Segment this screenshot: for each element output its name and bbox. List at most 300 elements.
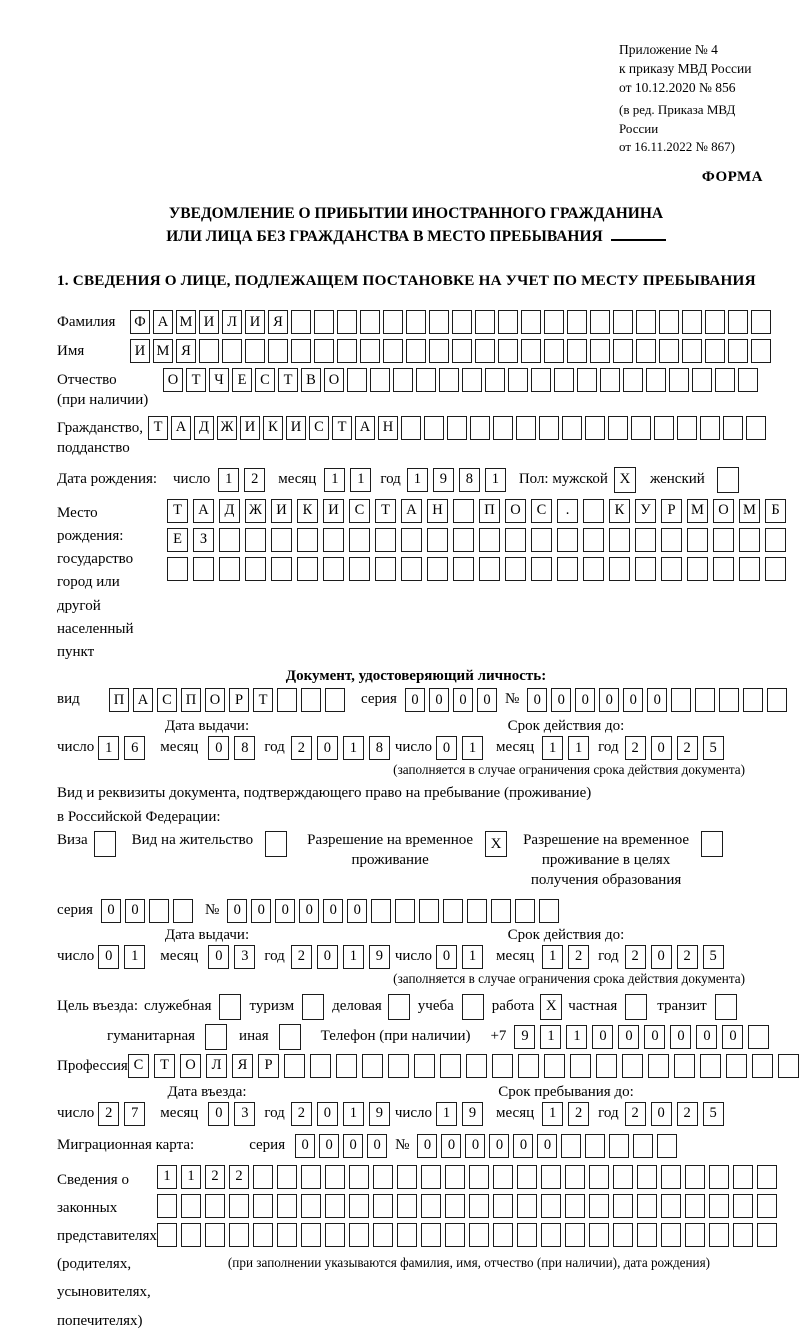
char-cell[interactable]: О: [713, 499, 734, 523]
char-cell[interactable]: 9: [369, 1102, 390, 1126]
char-cell[interactable]: [521, 339, 541, 363]
char-cell[interactable]: А: [355, 416, 375, 440]
char-cell[interactable]: [199, 339, 219, 363]
char-cell[interactable]: [462, 368, 482, 392]
char-cell[interactable]: [181, 1223, 201, 1247]
char-cell[interactable]: [685, 1223, 705, 1247]
char-cell[interactable]: [375, 557, 396, 581]
char-cell[interactable]: [713, 557, 734, 581]
char-cell[interactable]: [445, 1194, 465, 1218]
char-cell[interactable]: 0: [651, 1102, 672, 1126]
char-cell[interactable]: П: [109, 688, 129, 712]
char-cell[interactable]: [291, 310, 311, 334]
purpose-private-checkbox[interactable]: [625, 994, 647, 1020]
char-cell[interactable]: [709, 1165, 729, 1189]
char-cell[interactable]: [561, 1134, 581, 1158]
char-cell[interactable]: [401, 528, 422, 552]
char-cell[interactable]: [173, 899, 193, 923]
char-cell[interactable]: [531, 368, 551, 392]
char-cell[interactable]: Т: [375, 499, 396, 523]
char-cell[interactable]: 2: [291, 736, 312, 760]
char-cell[interactable]: .: [557, 499, 578, 523]
char-cell[interactable]: 1: [436, 1102, 457, 1126]
char-cell[interactable]: [325, 1223, 345, 1247]
char-cell[interactable]: [570, 1054, 591, 1078]
char-cell[interactable]: [492, 1054, 513, 1078]
char-cell[interactable]: [590, 310, 610, 334]
char-cell[interactable]: [541, 1194, 561, 1218]
char-cell[interactable]: М: [739, 499, 760, 523]
char-cell[interactable]: 8: [234, 736, 255, 760]
char-cell[interactable]: Р: [229, 688, 249, 712]
purpose-tourism-checkbox[interactable]: [302, 994, 324, 1020]
char-cell[interactable]: Д: [194, 416, 214, 440]
char-cell[interactable]: [565, 1223, 585, 1247]
char-cell[interactable]: 2: [625, 1102, 646, 1126]
char-cell[interactable]: [554, 368, 574, 392]
char-cell[interactable]: [219, 528, 240, 552]
char-cell[interactable]: 2: [625, 945, 646, 969]
char-cell[interactable]: 0: [551, 688, 571, 712]
char-cell[interactable]: И: [286, 416, 306, 440]
char-cell[interactable]: [325, 1194, 345, 1218]
char-cell[interactable]: 2: [677, 736, 698, 760]
char-cell[interactable]: 0: [251, 899, 271, 923]
char-cell[interactable]: Я: [232, 1054, 253, 1078]
char-cell[interactable]: [531, 528, 552, 552]
char-cell[interactable]: [253, 1223, 273, 1247]
char-cell[interactable]: [613, 310, 633, 334]
char-cell[interactable]: [709, 1194, 729, 1218]
char-cell[interactable]: [205, 1194, 225, 1218]
char-cell[interactable]: [467, 899, 487, 923]
char-cell[interactable]: 0: [227, 899, 247, 923]
char-cell[interactable]: Л: [206, 1054, 227, 1078]
char-cell[interactable]: [590, 339, 610, 363]
char-cell[interactable]: [452, 310, 472, 334]
char-cell[interactable]: [440, 1054, 461, 1078]
char-cell[interactable]: К: [297, 499, 318, 523]
char-cell[interactable]: [583, 528, 604, 552]
char-cell[interactable]: [373, 1223, 393, 1247]
char-cell[interactable]: [362, 1054, 383, 1078]
char-cell[interactable]: [470, 416, 490, 440]
char-cell[interactable]: Т: [332, 416, 352, 440]
purpose-humanitarian-checkbox[interactable]: [205, 1024, 227, 1050]
char-cell[interactable]: [301, 1165, 321, 1189]
char-cell[interactable]: [733, 1165, 753, 1189]
char-cell[interactable]: 1: [98, 736, 119, 760]
char-cell[interactable]: 1: [462, 945, 483, 969]
char-cell[interactable]: Р: [661, 499, 682, 523]
char-cell[interactable]: [370, 368, 390, 392]
char-cell[interactable]: И: [130, 339, 150, 363]
char-cell[interactable]: [388, 1054, 409, 1078]
char-cell[interactable]: [589, 1223, 609, 1247]
char-cell[interactable]: И: [199, 310, 219, 334]
char-cell[interactable]: 0: [537, 1134, 557, 1158]
char-cell[interactable]: [337, 339, 357, 363]
char-cell[interactable]: 1: [566, 1025, 587, 1049]
char-cell[interactable]: [715, 368, 735, 392]
char-cell[interactable]: 6: [124, 736, 145, 760]
char-cell[interactable]: А: [171, 416, 191, 440]
char-cell[interactable]: О: [163, 368, 183, 392]
char-cell[interactable]: 2: [625, 736, 646, 760]
char-cell[interactable]: 7: [124, 1102, 145, 1126]
char-cell[interactable]: 0: [623, 688, 643, 712]
char-cell[interactable]: [682, 339, 702, 363]
char-cell[interactable]: [713, 528, 734, 552]
char-cell[interactable]: [661, 1223, 681, 1247]
char-cell[interactable]: А: [133, 688, 153, 712]
char-cell[interactable]: [637, 1223, 657, 1247]
char-cell[interactable]: [291, 339, 311, 363]
sex-female-checkbox[interactable]: [717, 467, 739, 493]
char-cell[interactable]: [583, 557, 604, 581]
purpose-official-checkbox[interactable]: [219, 994, 241, 1020]
char-cell[interactable]: И: [323, 499, 344, 523]
char-cell[interactable]: [453, 528, 474, 552]
char-cell[interactable]: М: [687, 499, 708, 523]
char-cell[interactable]: 9: [433, 468, 454, 492]
char-cell[interactable]: [765, 528, 786, 552]
char-cell[interactable]: [743, 688, 763, 712]
char-cell[interactable]: [505, 557, 526, 581]
char-cell[interactable]: [600, 368, 620, 392]
char-cell[interactable]: [485, 368, 505, 392]
purpose-work-checkbox[interactable]: X: [540, 994, 562, 1020]
char-cell[interactable]: Ж: [245, 499, 266, 523]
char-cell[interactable]: 0: [436, 736, 457, 760]
char-cell[interactable]: [635, 528, 656, 552]
char-cell[interactable]: [637, 1165, 657, 1189]
char-cell[interactable]: [674, 1054, 695, 1078]
char-cell[interactable]: [687, 557, 708, 581]
char-cell[interactable]: [469, 1223, 489, 1247]
char-cell[interactable]: 9: [369, 945, 390, 969]
char-cell[interactable]: [557, 557, 578, 581]
char-cell[interactable]: [453, 499, 474, 523]
char-cell[interactable]: 5: [703, 736, 724, 760]
char-cell[interactable]: [739, 557, 760, 581]
char-cell[interactable]: [493, 1165, 513, 1189]
char-cell[interactable]: 2: [568, 1102, 589, 1126]
char-cell[interactable]: [613, 1194, 633, 1218]
char-cell[interactable]: 0: [465, 1134, 485, 1158]
char-cell[interactable]: 3: [234, 945, 255, 969]
char-cell[interactable]: [596, 1054, 617, 1078]
char-cell[interactable]: [669, 368, 689, 392]
char-cell[interactable]: [469, 1165, 489, 1189]
char-cell[interactable]: [493, 1194, 513, 1218]
char-cell[interactable]: [661, 528, 682, 552]
char-cell[interactable]: [589, 1194, 609, 1218]
char-cell[interactable]: [277, 1194, 297, 1218]
char-cell[interactable]: [475, 310, 495, 334]
char-cell[interactable]: [557, 528, 578, 552]
char-cell[interactable]: 1: [343, 945, 364, 969]
char-cell[interactable]: А: [193, 499, 214, 523]
char-cell[interactable]: [505, 528, 526, 552]
char-cell[interactable]: [657, 1134, 677, 1158]
char-cell[interactable]: [443, 899, 463, 923]
char-cell[interactable]: [622, 1054, 643, 1078]
char-cell[interactable]: [349, 1165, 369, 1189]
char-cell[interactable]: Р: [258, 1054, 279, 1078]
char-cell[interactable]: [685, 1194, 705, 1218]
char-cell[interactable]: [757, 1165, 777, 1189]
char-cell[interactable]: [429, 339, 449, 363]
char-cell[interactable]: [323, 528, 344, 552]
char-cell[interactable]: 0: [575, 688, 595, 712]
char-cell[interactable]: [661, 1165, 681, 1189]
char-cell[interactable]: [623, 368, 643, 392]
char-cell[interactable]: [336, 1054, 357, 1078]
char-cell[interactable]: О: [324, 368, 344, 392]
char-cell[interactable]: [314, 310, 334, 334]
char-cell[interactable]: [767, 688, 787, 712]
char-cell[interactable]: 0: [513, 1134, 533, 1158]
char-cell[interactable]: [277, 688, 297, 712]
char-cell[interactable]: Т: [278, 368, 298, 392]
char-cell[interactable]: [613, 1223, 633, 1247]
char-cell[interactable]: [705, 310, 725, 334]
char-cell[interactable]: [585, 1134, 605, 1158]
char-cell[interactable]: [360, 339, 380, 363]
char-cell[interactable]: 0: [317, 1102, 338, 1126]
char-cell[interactable]: [325, 1165, 345, 1189]
char-cell[interactable]: 1: [218, 468, 239, 492]
char-cell[interactable]: [383, 310, 403, 334]
char-cell[interactable]: [397, 1194, 417, 1218]
char-cell[interactable]: [541, 1223, 561, 1247]
char-cell[interactable]: [268, 339, 288, 363]
char-cell[interactable]: 8: [369, 736, 390, 760]
char-cell[interactable]: 1: [343, 1102, 364, 1126]
char-cell[interactable]: 1: [124, 945, 145, 969]
char-cell[interactable]: [310, 1054, 331, 1078]
char-cell[interactable]: А: [401, 499, 422, 523]
char-cell[interactable]: [518, 1054, 539, 1078]
char-cell[interactable]: 1: [157, 1165, 177, 1189]
char-cell[interactable]: [661, 1194, 681, 1218]
char-cell[interactable]: [521, 310, 541, 334]
char-cell[interactable]: [746, 416, 766, 440]
char-cell[interactable]: 0: [722, 1025, 743, 1049]
char-cell[interactable]: [245, 557, 266, 581]
char-cell[interactable]: [349, 528, 370, 552]
char-cell[interactable]: 1: [542, 736, 563, 760]
char-cell[interactable]: 2: [677, 1102, 698, 1126]
char-cell[interactable]: [648, 1054, 669, 1078]
char-cell[interactable]: 1: [407, 468, 428, 492]
char-cell[interactable]: 9: [514, 1025, 535, 1049]
char-cell[interactable]: 0: [453, 688, 473, 712]
residence-permit-checkbox[interactable]: [265, 831, 287, 857]
char-cell[interactable]: 0: [317, 736, 338, 760]
char-cell[interactable]: [682, 310, 702, 334]
char-cell[interactable]: [739, 528, 760, 552]
char-cell[interactable]: [633, 1134, 653, 1158]
char-cell[interactable]: [692, 368, 712, 392]
char-cell[interactable]: 0: [651, 736, 672, 760]
char-cell[interactable]: В: [301, 368, 321, 392]
char-cell[interactable]: Ф: [130, 310, 150, 334]
char-cell[interactable]: Т: [167, 499, 188, 523]
char-cell[interactable]: [539, 416, 559, 440]
char-cell[interactable]: [349, 1194, 369, 1218]
char-cell[interactable]: Н: [378, 416, 398, 440]
char-cell[interactable]: [349, 557, 370, 581]
char-cell[interactable]: 0: [644, 1025, 665, 1049]
char-cell[interactable]: [515, 899, 535, 923]
char-cell[interactable]: [493, 416, 513, 440]
char-cell[interactable]: С: [349, 499, 370, 523]
char-cell[interactable]: [613, 1165, 633, 1189]
char-cell[interactable]: 3: [234, 1102, 255, 1126]
char-cell[interactable]: [757, 1194, 777, 1218]
char-cell[interactable]: 0: [405, 688, 425, 712]
char-cell[interactable]: [695, 688, 715, 712]
char-cell[interactable]: [375, 528, 396, 552]
char-cell[interactable]: [544, 339, 564, 363]
char-cell[interactable]: С: [255, 368, 275, 392]
char-cell[interactable]: Т: [154, 1054, 175, 1078]
char-cell[interactable]: [469, 1194, 489, 1218]
char-cell[interactable]: [419, 899, 439, 923]
char-cell[interactable]: [395, 899, 415, 923]
char-cell[interactable]: Ж: [217, 416, 237, 440]
char-cell[interactable]: [401, 557, 422, 581]
char-cell[interactable]: [157, 1223, 177, 1247]
char-cell[interactable]: [193, 557, 214, 581]
char-cell[interactable]: [475, 339, 495, 363]
char-cell[interactable]: Б: [765, 499, 786, 523]
char-cell[interactable]: [421, 1194, 441, 1218]
char-cell[interactable]: [609, 1134, 629, 1158]
char-cell[interactable]: [637, 1194, 657, 1218]
char-cell[interactable]: [149, 899, 169, 923]
char-cell[interactable]: [452, 339, 472, 363]
char-cell[interactable]: [439, 368, 459, 392]
char-cell[interactable]: [635, 557, 656, 581]
char-cell[interactable]: [654, 416, 674, 440]
char-cell[interactable]: [277, 1223, 297, 1247]
char-cell[interactable]: 1: [181, 1165, 201, 1189]
char-cell[interactable]: [671, 688, 691, 712]
char-cell[interactable]: 0: [592, 1025, 613, 1049]
char-cell[interactable]: [373, 1165, 393, 1189]
char-cell[interactable]: 0: [299, 899, 319, 923]
char-cell[interactable]: 0: [367, 1134, 387, 1158]
char-cell[interactable]: М: [153, 339, 173, 363]
char-cell[interactable]: [479, 557, 500, 581]
char-cell[interactable]: [271, 528, 292, 552]
char-cell[interactable]: Я: [268, 310, 288, 334]
char-cell[interactable]: О: [180, 1054, 201, 1078]
char-cell[interactable]: 1: [343, 736, 364, 760]
char-cell[interactable]: 2: [229, 1165, 249, 1189]
char-cell[interactable]: 0: [417, 1134, 437, 1158]
char-cell[interactable]: [360, 310, 380, 334]
char-cell[interactable]: 0: [489, 1134, 509, 1158]
char-cell[interactable]: 0: [317, 945, 338, 969]
char-cell[interactable]: [613, 339, 633, 363]
char-cell[interactable]: К: [609, 499, 630, 523]
char-cell[interactable]: [205, 1223, 225, 1247]
char-cell[interactable]: [301, 1223, 321, 1247]
char-cell[interactable]: [631, 416, 651, 440]
char-cell[interactable]: [778, 1054, 799, 1078]
char-cell[interactable]: Д: [219, 499, 240, 523]
char-cell[interactable]: [567, 339, 587, 363]
char-cell[interactable]: [733, 1194, 753, 1218]
char-cell[interactable]: [565, 1165, 585, 1189]
char-cell[interactable]: 0: [696, 1025, 717, 1049]
char-cell[interactable]: [751, 310, 771, 334]
char-cell[interactable]: 2: [677, 945, 698, 969]
char-cell[interactable]: 0: [670, 1025, 691, 1049]
char-cell[interactable]: С: [128, 1054, 149, 1078]
char-cell[interactable]: [705, 339, 725, 363]
char-cell[interactable]: [491, 899, 511, 923]
char-cell[interactable]: [445, 1165, 465, 1189]
purpose-transit-checkbox[interactable]: [715, 994, 737, 1020]
char-cell[interactable]: [544, 310, 564, 334]
char-cell[interactable]: [445, 1223, 465, 1247]
char-cell[interactable]: [349, 1223, 369, 1247]
char-cell[interactable]: 0: [651, 945, 672, 969]
char-cell[interactable]: [608, 416, 628, 440]
char-cell[interactable]: 0: [125, 899, 145, 923]
char-cell[interactable]: 2: [291, 945, 312, 969]
char-cell[interactable]: [498, 310, 518, 334]
char-cell[interactable]: [479, 528, 500, 552]
char-cell[interactable]: [765, 557, 786, 581]
char-cell[interactable]: [219, 557, 240, 581]
char-cell[interactable]: [516, 416, 536, 440]
char-cell[interactable]: [371, 899, 391, 923]
char-cell[interactable]: [751, 339, 771, 363]
temporary-residence-checkbox[interactable]: X: [485, 831, 507, 857]
char-cell[interactable]: 0: [343, 1134, 363, 1158]
char-cell[interactable]: 1: [542, 945, 563, 969]
char-cell[interactable]: У: [635, 499, 656, 523]
char-cell[interactable]: [589, 1165, 609, 1189]
char-cell[interactable]: Я: [176, 339, 196, 363]
char-cell[interactable]: [700, 1054, 721, 1078]
char-cell[interactable]: [284, 1054, 305, 1078]
char-cell[interactable]: 5: [703, 1102, 724, 1126]
char-cell[interactable]: [748, 1025, 769, 1049]
purpose-study-checkbox[interactable]: [462, 994, 484, 1020]
char-cell[interactable]: Т: [186, 368, 206, 392]
char-cell[interactable]: [738, 368, 758, 392]
char-cell[interactable]: 2: [291, 1102, 312, 1126]
char-cell[interactable]: [677, 416, 697, 440]
char-cell[interactable]: [709, 1223, 729, 1247]
char-cell[interactable]: 1: [350, 468, 371, 492]
char-cell[interactable]: [421, 1223, 441, 1247]
char-cell[interactable]: [406, 339, 426, 363]
char-cell[interactable]: 0: [319, 1134, 339, 1158]
char-cell[interactable]: [393, 368, 413, 392]
char-cell[interactable]: [271, 557, 292, 581]
char-cell[interactable]: [373, 1194, 393, 1218]
char-cell[interactable]: [222, 339, 242, 363]
char-cell[interactable]: [544, 1054, 565, 1078]
